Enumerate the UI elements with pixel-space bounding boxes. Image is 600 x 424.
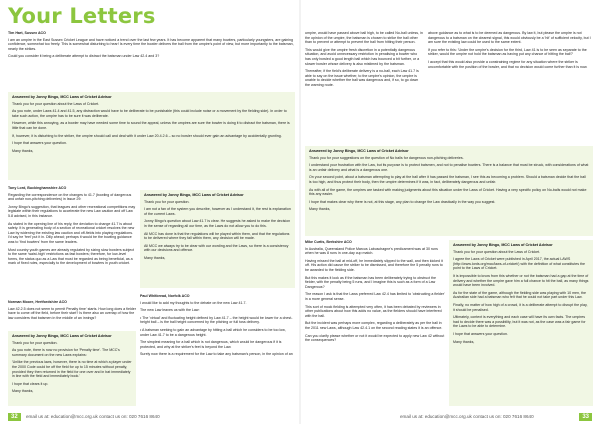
letter-body: This sort of mock fielding is attempted very often, it has been debated by reviewers in other publications about how this adds no value, as the fielders should have interfered with the ball. <box>305 304 442 318</box>
letter-body: As stated in the opening line of his reply, the deviation to change 41.7 is about safety. It is generating body of a section of recreational cricket resolves the new Law by widening the existing law caution and off-fields into playing regulations. I'd say he 'feel' put it in. Dilly ahead; perhaps it would be the bowling guidance was to 'find bowlers' from the same leaders. <box>8 221 135 244</box>
answer-text: Thank you for your question about the Laws of Cricket. <box>453 249 541 254</box>
letter-body: Thereafter, if the field's deliberate delivery is a no-ball, each Law 41.7 is able to say on the issue whether, to the umpire's opinion, the umpire is unable to decide whether the ball was dangerous and, if so, to go down the warning route. <box>305 69 419 87</box>
letter-author: Mike Curtis, Berkshire ACO <box>305 240 352 244</box>
answer-heading: Answered by Jonny Bingo, MCC Laws of Cricket Advisor <box>144 193 244 197</box>
letter-tony-lord <box>8 186 136 298</box>
answer-text: As with all of the game, the umpires are tasked with making judgments about this situation under the Laws of Cricket. Having a very specific policy on No-balls would not make this any easier. <box>309 187 587 197</box>
answer-heading: Answered by Jonny Bingo, MCC Laws of Cricket Advisor <box>12 95 112 99</box>
letter-body: above guidance as to what is to be deemed as dangerous. By law it, but please the umpire is not dangerous to a batsman on the clearest signal, this would obviously be a 'hit' of sufficient velocity, but I am sure the existing law could be used to the same extent. <box>428 31 591 45</box>
answer-text: I understand your frustration with the Law, but its purpose is to protect batsmen, and not to penalise bowlers. There is a balance that must be struck, with considerations of what is an unfair delivery and what is a dangerous one. <box>309 163 589 172</box>
letter-body: But this makes it look as if the batsman has been deliberately trying to obstruct the fielder, with the penalty being 5 runs, and I imagine this is such as a form of a Law Dangerous? <box>305 275 437 289</box>
letter-body: The simplest meaning for a ball which is not dangerous, which would be dangerous if it is protected, and why at the striker's feet is beyond the Law. <box>140 340 282 349</box>
page-gutter <box>299 0 301 424</box>
letter-author: Tim Hart, Sussex ACO <box>8 31 46 35</box>
letter-paul-whitbread <box>140 294 295 406</box>
answer-box <box>8 92 295 180</box>
answer-text: Ultimately, context is everything and each case will have its own facts. The umpires had to decide there was a possibility, but it was not, as the case was a fair game for the Laws to be able to determine. <box>453 315 586 329</box>
letter-tim-hart <box>8 31 295 87</box>
answer-text: Thank you for your question. <box>144 199 190 204</box>
letter-body: This would give the umpire fresh discretion in a potentially dangerous situation, and avoid unnecessary restriction in penalising a bowler who has only bowled a good length ball which has bounced a bit further, or a slower bowler whose delivery is also mistimed by the batsman. <box>305 47 420 66</box>
letter-body: Could you consider it being a deliberate attempt to distract the batsman under Law 42.4 and 3? <box>8 54 160 59</box>
letter-continuation <box>428 31 593 143</box>
letter-author: Norman Moore, Hertfordshire ACO <box>8 300 67 304</box>
letter-body: In Australia, Queensland Police Marcus Labuschagne's predicament was at 30 runs when he was 8 runs in one-day cup match. <box>305 246 438 256</box>
letter-body: But the incident was perhaps more complex, regarding a deliberately as per the ball in the 2011 new Laws, although Law 42.4.1 on the second reading states it is an offence. <box>305 321 443 330</box>
answer-text: Finally, no matter of how high of a crowd, it is a deliberate attempt to disrupt the play, it should be penalised. <box>453 302 588 312</box>
answer-text: I hope that clears it up. <box>12 381 49 386</box>
answer-text: Jonny Bingo's question about Law 41.7 is clear. He suggests he asked to make the decision in the sense of regarding all our time, as the Laws do not allow you to do this. <box>144 219 291 228</box>
letter-body: The new Law leaves us with the Law: <box>140 308 200 313</box>
footer-right <box>300 410 600 424</box>
answer-text: Many thanks, <box>144 255 166 260</box>
letter-body: I accept that this would also provide a constraining regime for any situation where the striker is uncomfortable with the position of the bowler, and that no decision would come further than it is now. <box>428 59 588 69</box>
answer-text: Thank you for your question about the Laws of Cricket. <box>12 101 100 106</box>
answer-text: I hope that makes clear why there is not, at this stage, any plan to change the Law drastically in the way you suggest. <box>309 199 496 204</box>
answer-text: All MCC we always try to be clear with our wording and the Laws, so there is a consistency with our decisions and offence. <box>144 243 289 253</box>
letter-bullet: • The 'virtual' and fluctuating height defined by Law 41.7 – the height would be lower for a chest-height ball – is the ball height concerned by the pitching or full toss delivery. <box>140 315 293 325</box>
answer-text: As you note, under Laws 41.4 and 41.5, any distraction would have to be deliberate to be punishable (this could include noise or a movement by the fielding side). In order to take such action, the umpire has to be sure it was deliberate. <box>12 109 287 118</box>
page-number: 33 <box>579 413 592 421</box>
letter-body: I am an umpire in the East Sussex Cricket League and have noticed a trend over the last few years. It has become apparent that many bowlers, particularly youngsters, are gaining confidence, somewhat too freely. This is somewhat disturbing to hear! Is every time the bowler delivers the ball from the umpire's point of view, but more importantly to the batsman, nearly the strikes. <box>8 37 294 51</box>
answer-text: 'Unlike the previous laws, however, there is no time at which a player under the 2000 Code could be off the field for up to 15 minutes without penalty, provided they then returned in the field for one over and in bat immediately in line with the field and immediately book.' <box>12 360 132 379</box>
answer-text: It is impossible to know from this whether or not the batsman had a gap at the time of delivery and whether the umpire gave him a full chance to hit the ball, as many things would have been involved. <box>453 273 589 288</box>
letter-body: Surely now there is a requirement for the Law to take any batsman's person, in the opinion of an <box>140 352 293 357</box>
answer-text: I hope that answers your question. <box>453 331 508 336</box>
letter-body: If you refer to this: 'Under the umpire's decision for the third, Law 41 is to be seen as separate to the striker, would the umpire not hold the batsman as having put any chance of hitting the ball?' <box>428 47 587 57</box>
answer-text: All MCC has done is that the regulations will be played within them, and that the regulations to be delivered where they fall within them, any decision will be made. <box>144 231 290 241</box>
answer-text: Thank you for your suggestions on the question of No balls for dangerous non-pitching deliveries. <box>309 155 464 160</box>
answer-text: If, however, it is disturbing to the striker, the umpire should call and deal with it under Law 20.4.2.6 – so no bowler should ever gain an advantage by accidentally grunting. <box>12 133 282 138</box>
letter-author: Paul Whitbread, Norfolk ACO <box>140 294 190 298</box>
letter-body: Jonny Bingo's suggestion, that leagues and other recreational competitions may legislate within their regulations to accelerate the new Law caution and off Law 5.8 advised, in this instance. <box>8 204 136 218</box>
footer-contact[interactable]: email us at: education@mcc.org.uk contact us on: 020 7616 8640 <box>400 414 534 419</box>
letter-body: Having missed the ball at mid-off, he immediately slipped to the wall, and then kicked it off. His action did cause the striker to be dismissed, and therefore the 5 penalty runs to be awarded to the fielding side. <box>305 258 443 272</box>
answer-text: I am not a fan of the system you describe, however as I understand it, the rest is explanation of the current Laws. <box>144 207 291 216</box>
letter-mike-curtis <box>305 240 445 406</box>
answer-text: Many thanks, <box>309 207 331 212</box>
answer-text: Thank you for your question. <box>12 340 58 345</box>
answer-text: However, while this annoying, as a bowler may have needed some time to sound the appeal, unless the umpires are sure the bowler is doing it to distract the batsman, there is little that can be done. <box>12 121 290 130</box>
answer-text: I hope that answers your question. <box>12 141 67 146</box>
footer-contact[interactable]: email us at: education@mcc.org.uk contact us on: 020 7616 8640 <box>26 414 160 419</box>
page-title: Your Letters <box>8 4 156 28</box>
answer-text: I agree the Laws of Cricket were published in April 2017, the actual LAWS (http://www.lords.org/mcc/laws-of-cricket/) with the definition of what constitutes the point to the Laws of Cricket. <box>453 257 586 271</box>
answer-text: As you note, there is now no provision for 'Penalty time'. The MCC's summary document on the new Laws explains: <box>12 348 120 357</box>
answer-text: Many thanks, <box>12 148 34 153</box>
answer-heading: Answered by Jonny Bingo, MCC Laws of Cricket Advisor <box>453 243 553 247</box>
answer-text: As for the state of the game, although the fielding side was playing with 10 men, the Australian side had a batsman who felt that he could not take part under this Law. <box>453 290 587 300</box>
footer-left <box>0 410 300 424</box>
letter-body: Regarding the correspondence on the changes to 41.7 (bowling of dangerous and unfair non-pitching deliveries) in Issue 29: <box>8 192 132 202</box>
answer-box <box>449 240 593 406</box>
page-number: 32 <box>8 413 21 421</box>
letter-body: The reason I ask is that the Laws preferred Law 42.4 has limited to 'obstructing a fielder' in a more general sense. <box>305 292 445 301</box>
letter-bullet: • A batsman seeking to gain an advantage by hitting a ball which he considers to be too low, under Law 41.7 to be a dangerous height. <box>140 327 286 337</box>
letter-body: I would like to add my thoughts to the debate on the new Law 41.7. <box>140 300 247 305</box>
letter-body: umpire, would have passed above ball high, to be called No-ball unless, in the opinion of the umpire, the batsman is chosen to strike the ball other than to prevent or attempt to prevent the ball from hitting their person. <box>305 31 423 45</box>
letter-author: Tony Lord, Buckinghamshire ACO <box>8 186 67 190</box>
letter-body: Can you clarify please whether or not it would be expected to apply new Law 42 without the consequences? <box>305 333 445 343</box>
answer-heading: Answered by Jonny Bingo, MCC Laws of Cricket Advisor <box>309 149 409 153</box>
answer-text: Many thanks, <box>453 339 475 344</box>
letter-body: Most country youth games are already regulated by sizing slow bowlers subject to the same 'waist-high' restrictions as fast bowlers; therefore, for low-level forms, the status quo as a Law that must be regarded as being beneficial, as a mark of fixed rules, especially to the development of bowlers in youth cricket. <box>8 247 135 266</box>
letter-norman-moore <box>8 300 136 330</box>
answer-text: Many thanks, <box>12 389 34 394</box>
answer-box <box>305 146 593 236</box>
answer-heading: Answered by Jonny Bingo, MCC Laws of Cricket Advisor <box>12 334 112 338</box>
letter-continuation <box>305 31 423 143</box>
answer-box <box>8 331 136 406</box>
answer-text: On your second point, about a batsman attempting to play at the ball after it has passed the batsman, I see this as becoming a problem. Should a batsman decide that the ball is too high, and thus protect their body, then the umpire determines if it was, in fact, deliberately dangerous and unfair. <box>309 175 586 184</box>
letter-body: Law 42.2.5 does not seem to permit Penalty time' starts. How long does a fielder have to come off the field, before their start? Is there also an overlap of how the law considers that batsmen in the middle of an innings? <box>8 306 136 320</box>
answer-box <box>140 190 295 288</box>
